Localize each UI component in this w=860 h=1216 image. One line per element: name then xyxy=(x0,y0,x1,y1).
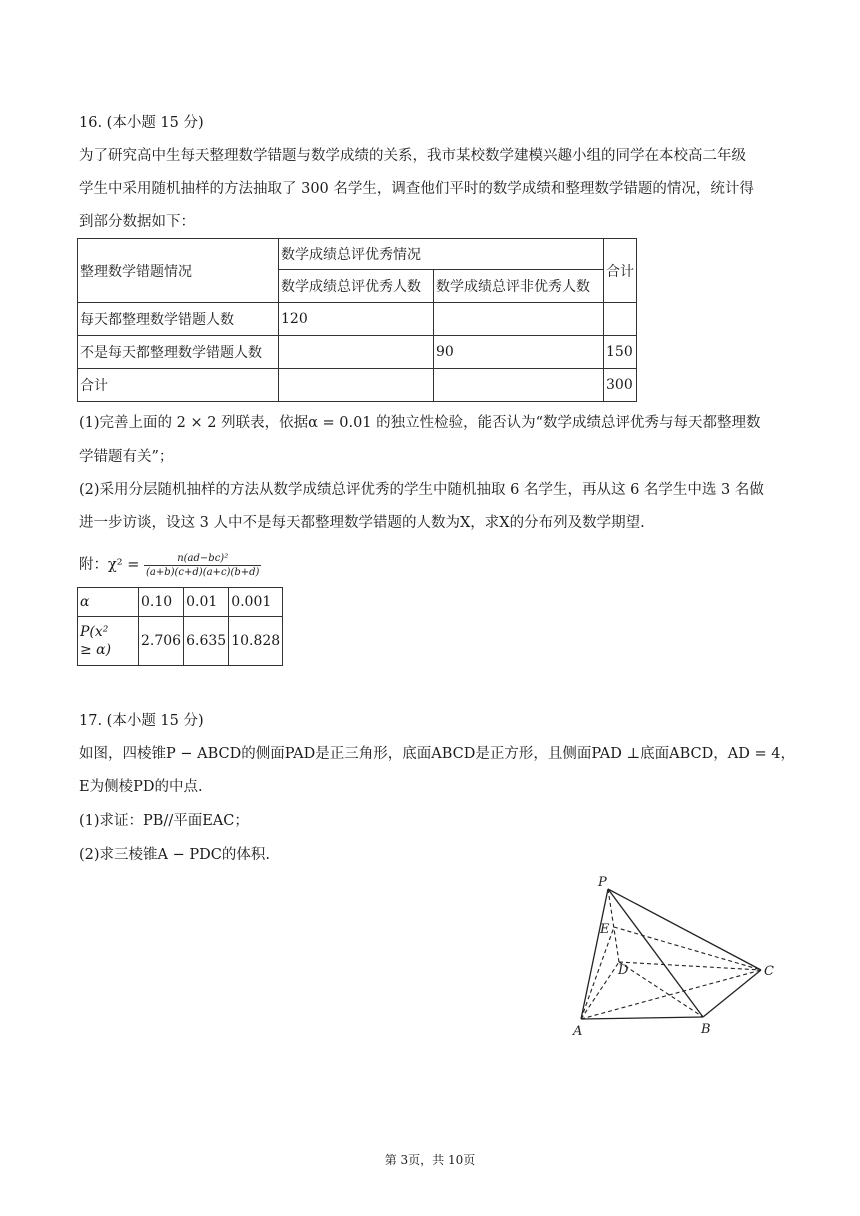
q16-header: 16. (本小题 15 分) xyxy=(79,115,204,131)
q16-intro-line-1: 为了研究高中生每天整理数学错题与数学成绩的关系，我市某校数学建模兴趣小组的同学在本校高二年级 xyxy=(79,148,746,164)
table-col-excellent: 数学成绩总评优秀人数 xyxy=(279,270,434,303)
edge-pc xyxy=(608,889,761,970)
table-cell-label: 不是每天都整理数学错题人数 xyxy=(78,336,279,369)
p-label-line-2: ≥ α) xyxy=(80,642,112,658)
table-total-header: 合计 xyxy=(604,239,637,303)
edge-bc xyxy=(703,970,761,1017)
segment-ac xyxy=(581,970,761,1019)
table-row xyxy=(78,369,637,402)
table-cell-excellent xyxy=(279,369,434,402)
table-cell-not-excellent xyxy=(434,369,604,402)
label-p: P xyxy=(598,875,607,890)
table-group-header: 数学成绩总评优秀情况 xyxy=(279,239,604,270)
label-b: B xyxy=(701,1022,711,1037)
pyramid-figure xyxy=(568,872,788,1042)
table-cell-label: 合计 xyxy=(78,369,279,402)
formula-prefix: 附：χ² = xyxy=(79,557,140,573)
table-cell-total: 150 xyxy=(604,336,637,369)
q17-header: 17. (本小题 15 分) xyxy=(79,713,204,729)
q17-line-2: E为侧棱PD的中点. xyxy=(79,779,203,795)
table-cell-label: 每天都整理数学错题人数 xyxy=(78,303,279,336)
critical-value: 2.706 xyxy=(139,617,184,666)
q17-part1: (1)求证：PB//平面EAC； xyxy=(79,813,249,829)
edge-pd xyxy=(608,889,619,962)
alpha-value: 0.10 xyxy=(139,588,184,617)
q16-intro-line-2: 学生中采用随机抽样的方法抽取了 300 名学生，调查他们平时的数学成绩和整理数学错题的情况，统计得 xyxy=(79,181,754,197)
label-d: D xyxy=(618,963,629,978)
p-label xyxy=(78,617,139,666)
q16-part2-line-1: (2)采用分层随机抽样的方法从数学成绩总评优秀的学生中随机抽取 6 名学生，再从这 6 名学生中选 3 名做 xyxy=(79,482,764,498)
q16-part2-line-2: 进一步访谈，设这 3 人中不是每天都整理数学错题的人数为X，求X的分布列及数学期望. xyxy=(79,515,645,531)
formula-fraction xyxy=(144,552,261,579)
edge-pb xyxy=(608,889,703,1017)
table-cell-excellent xyxy=(279,336,434,369)
table-cell-not-excellent xyxy=(434,303,604,336)
alpha-label: α xyxy=(78,588,139,617)
formula-numerator: n(ad−bc)² xyxy=(144,552,261,566)
table-cell-excellent: 120 xyxy=(279,303,434,336)
table-cell-total: 300 xyxy=(604,369,637,402)
q16-part1-line-1: (1)完善上面的 2 × 2 列联表，依据α = 0.01 的独立性检验，能否认为“数学成绩总评优秀与每天都整理数 xyxy=(79,415,761,431)
q17-line-1: 如图，四棱锥P − ABCD的侧面PAD是正三角形，底面ABCD是正方形，且侧面PAD ⊥底面ABCD，AD = 4， xyxy=(79,746,795,762)
formula-denominator: (a+b)(c+d)(a+c)(b+d) xyxy=(145,566,260,578)
label-e: E xyxy=(600,922,610,937)
alpha-value: 0.01 xyxy=(184,588,229,617)
contingency-table xyxy=(77,238,637,402)
q17-part2: (2)求三棱锥A − PDC的体积. xyxy=(79,847,270,863)
q16-part1-line-2: 学错题有关”； xyxy=(79,449,174,465)
table-cell-total xyxy=(604,303,637,336)
edge-ab xyxy=(581,1017,703,1019)
q16-intro-line-3: 到部分数据如下： xyxy=(79,214,195,230)
table-row xyxy=(78,303,637,336)
segment-ec xyxy=(614,927,761,970)
edge-dc xyxy=(619,962,761,970)
table-cell-not-excellent: 90 xyxy=(434,336,604,369)
table-row xyxy=(78,336,637,369)
label-c: C xyxy=(764,964,774,979)
critical-value-table xyxy=(77,587,283,666)
table-col-not-excellent: 数学成绩总评非优秀人数 xyxy=(434,270,604,303)
page-footer: 第 3页，共 10页 xyxy=(384,1153,476,1167)
p-label-line-1: P(x² xyxy=(80,624,109,640)
chi-square-formula xyxy=(79,550,261,580)
alpha-value: 0.001 xyxy=(229,588,283,617)
critical-value: 10.828 xyxy=(229,617,283,666)
label-a: A xyxy=(573,1024,583,1039)
table-row-header: 整理数学错题情况 xyxy=(78,239,279,303)
critical-value: 6.635 xyxy=(184,617,229,666)
